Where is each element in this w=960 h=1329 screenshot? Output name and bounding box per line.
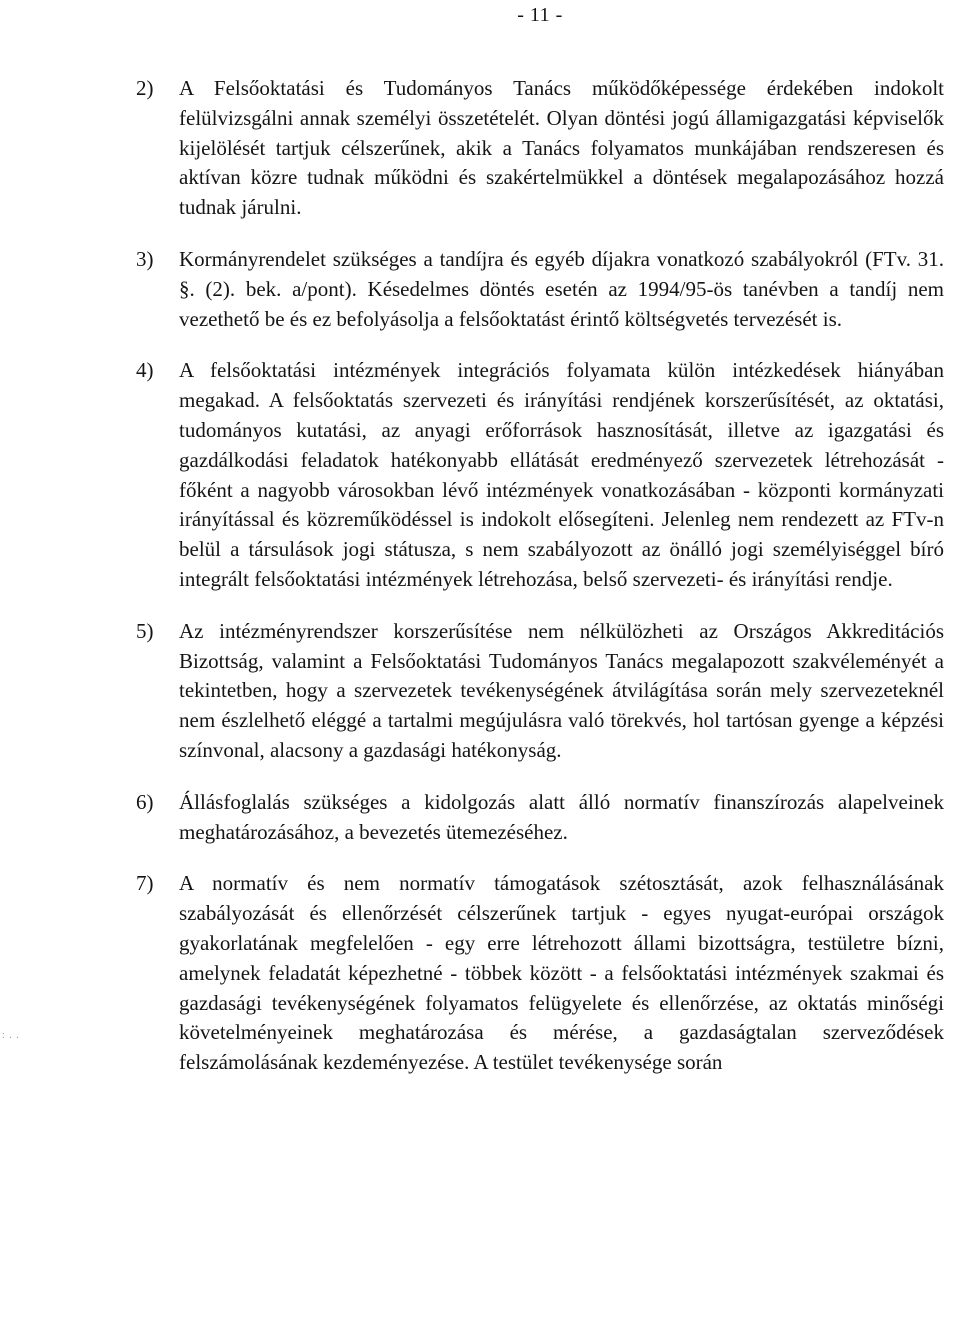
item-number: 5) xyxy=(136,618,154,643)
list-item-2 xyxy=(0,74,960,223)
item-number: 4) xyxy=(136,358,154,383)
item-number: 3) xyxy=(136,246,154,271)
item-text: Kormányrendelet szükséges a tandíjra és egyéb díjakra vonatkozó szabályokról (FTv. 31. §. (2). bek. a/pont). Késedelmes döntés esetén az 1994/95-ös tanévben a tandíj nem vezethető be és ez befolyásolja a felsőoktatást érintő költségvetés tervezését is. xyxy=(179,246,944,331)
list-item-5 xyxy=(0,617,960,766)
item-text: Állásfoglalás szükséges a kidolgozás alatt álló normatív finanszírozás alapelveinek meghatározásához, a bevezetés ütemezéséhez. xyxy=(179,789,944,844)
list-item-6 xyxy=(0,788,960,848)
item-text: A felsőoktatási intézmények integrációs folyamata külön intézkedések hiányában megakad. A felsőoktatás szervezeti és irányítási rendjének korszerűsítését, az oktatási, tudományos kutatási, az anyagi erőforrások hasznosítását, illetve az igazgatási és gazdálkodási feladatok hatékonyabb ellátását eredményező szervezetek létrehozását - főként a nagyobb városokban lévő intézmények vonatkozásában - központi kormányzati irányítással és közreműködéssel is indokolt elősegíteni. Jelenleg nem rendezett az FTv-n belül a társulások jogi státusza, s nem szabályozott az önálló jogi személyiséggel bíró integrált felsőoktatási intézmények létrehozása, belső szervezeti- és irányítási rendje. xyxy=(179,358,944,591)
scan-margin-marks: : . . xyxy=(2,1030,20,1041)
numbered-list xyxy=(0,74,960,1100)
item-number: 6) xyxy=(136,789,154,814)
item-text: A Felsőoktatási és Tudományos Tanács működőképessége érdekében indokolt felülvizsgálni annak személyi összetételét. Olyan döntési jogú államigazgatási képviselők kijelölését tartjuk célszerűnek, akik a Tanács folyamatos munkájában rendszeresen és aktívan közre tudnak működni és szakértelmükkel a döntések megalapozásához hozzá tudnak járulni. xyxy=(179,76,944,220)
item-text: Az intézményrendszer korszerűsítése nem nélkülözheti az Országos Akkreditációs Bizottság, valamint a Felsőoktatási Tudományos Tanács megalapozott szakvéleményét a tekintetben, hogy a szervezetek tevékenységének átvilágítása során mely szervezeteknél nem észlelhető eléggé a tartalmi megújulásra való törekvés, hol tartósan gyenge a képzési színvonal, alacsony a gazdasági hatékonyság. xyxy=(179,618,944,762)
list-item-3 xyxy=(0,245,960,334)
item-text: A normatív és nem normatív támogatások szétosztását, azok felhasználásának szabályozását és ellenőrzését célszerűnek tartjuk - egyes nyugat-európai országok gyakorlatának megfelelően - egy erre létrehozott állami bizottságra, testületre bízni, amelynek feladatát képezhetné - többek között - a felsőoktatási intézmények szakmai és gazdasági tevékenységének folyamatos felügyelete és ellenőrzése, az oktatás minőségi követelményeinek meghatározása és mérése, a gazdaságtalan szerveződések felszámolásának kezdeményezése. A testület tevékenysége során xyxy=(179,871,944,1075)
list-item-7 xyxy=(0,869,960,1078)
item-number: 2) xyxy=(136,76,154,100)
list-item-4 xyxy=(0,356,960,594)
item-number: 7) xyxy=(136,871,154,896)
page-number: - 11 - xyxy=(517,4,563,26)
